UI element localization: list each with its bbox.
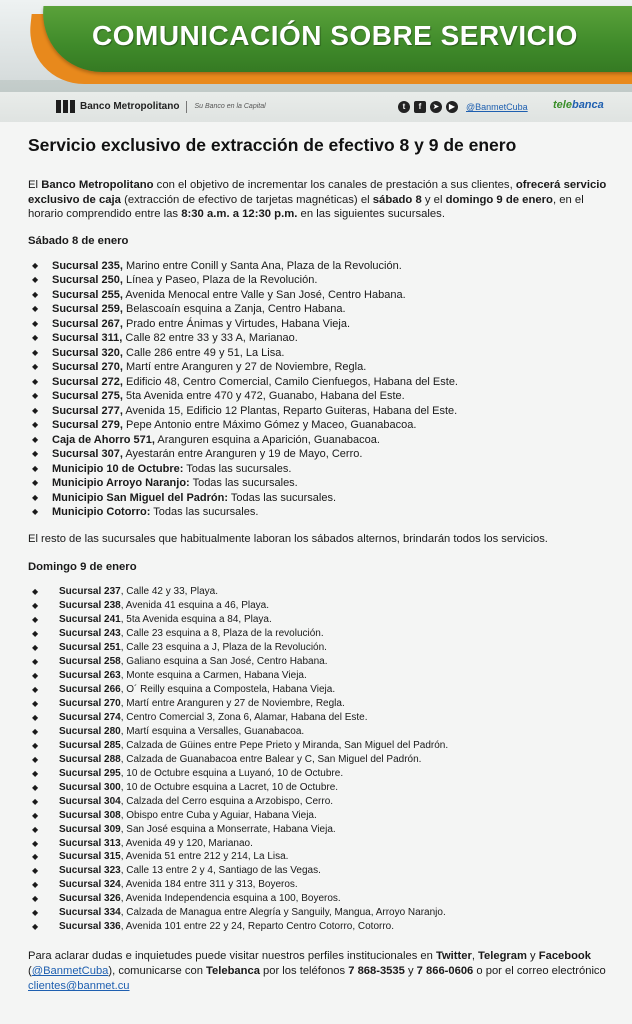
bullet-icon: ◆	[32, 657, 39, 667]
sunday-branch-list	[28, 585, 618, 934]
bullet-icon: ◆	[32, 852, 39, 862]
bullet-icon: ◆	[32, 260, 39, 270]
saturday-branch-item: ◆ Sucursal 279, Pepe Antonio entre Máximo Gómez y Maceo, Guanabacoa.	[32, 419, 417, 432]
bullet-icon: ◆	[32, 740, 39, 750]
saturday-branch-item: ◆ Sucursal 235, Marino entre Conill y Santa Ana, Plaza de la Revolución.	[32, 259, 402, 272]
sunday-branch-item: ◆ Sucursal 323, Calle 13 entre 2 y 4, Santiago de las Vegas.	[32, 865, 321, 877]
bullet-icon: ◆	[32, 685, 39, 695]
sunday-branch-item: ◆ Sucursal 238, Avenida 41 esquina a 46, Playa.	[32, 600, 269, 612]
bullet-icon: ◆	[32, 629, 39, 639]
sunday-branch-item: ◆ Sucursal 263, Monte esquina a Carmen, Habana Vieja.	[32, 670, 307, 682]
saturday-branch-list	[28, 259, 618, 520]
saturday-branch-item: ◆ Sucursal 250, Línea y Paseo, Plaza de la Revolución.	[32, 274, 318, 287]
saturday-branch-item: ◆ Sucursal 277, Avenida 15, Edificio 12 Plantas, Reparto Guiteras, Habana del Este.	[32, 404, 458, 417]
contact-paragraph: Para aclarar dudas e inquietudes puede visitar nuestros perfiles institucionales en Twitter, Telegram y Facebook (@BanmetCuba), comunicarse con Telebanca por los teléfonos 7 868-3535 y 7 866-0606 o por el correo electrónico clientes@banmet.cu	[28, 950, 606, 993]
bullet-icon: ◆	[32, 434, 39, 444]
bullet-icon: ◆	[32, 754, 39, 764]
sunday-branch-item: ◆ Sucursal 313, Avenida 49 y 120, Marianao.	[32, 837, 253, 849]
saturday-branch-item: ◆ Sucursal 307, Ayestarán entre Aranguren y 19 de Mayo, Cerro.	[32, 448, 363, 461]
bullet-icon: ◆	[32, 420, 39, 430]
bullet-icon: ◆	[32, 824, 39, 834]
saturday-branch-item: ◆ Sucursal 259, Belascoaín esquina a Zanja, Centro Habana.	[32, 303, 346, 316]
bullet-icon: ◆	[32, 347, 39, 357]
bullet-icon: ◆	[32, 866, 39, 876]
bullet-icon: ◆	[32, 908, 39, 918]
bullet-icon: ◆	[32, 507, 39, 517]
bullet-icon: ◆	[32, 333, 39, 343]
bullet-icon: ◆	[32, 275, 39, 285]
social-links	[398, 101, 528, 113]
bullet-icon: ◆	[32, 726, 39, 736]
social-handle[interactable]: @BanmetCuba	[466, 102, 528, 112]
bullet-icon: ◆	[32, 405, 39, 415]
sunday-branch-item: ◆ Sucursal 251, Calle 23 esquina a J, Plaza de la Revolución.	[32, 642, 327, 654]
sunday-branch-item: ◆ Sucursal 309, San José esquina a Monserrate, Habana Vieja.	[32, 823, 336, 835]
saturday-branch-item: ◆ Municipio Cotorro: Todas las sucursales.	[32, 506, 259, 519]
bullet-icon: ◆	[32, 492, 39, 502]
email-link[interactable]: clientes@banmet.cu	[28, 980, 130, 993]
sunday-branch-item: ◆ Sucursal 285, Calzada de Güines entre Pepe Prieto y Miranda, San Miguel del Padrón.	[32, 739, 449, 751]
page-title: Servicio exclusivo de extracción de efectivo 8 y 9 de enero	[28, 135, 517, 155]
sunday-branch-item: ◆ Sucursal 258, Galiano esquina a San José, Centro Habana.	[32, 656, 328, 668]
banner-title: COMUNICACIÓN SOBRE SERVICIO	[92, 20, 578, 51]
sunday-branch-item: ◆ Sucursal 295, 10 de Octubre esquina a Luyanó, 10 de Octubre.	[32, 767, 344, 779]
sunday-branch-item: ◆ Sucursal 280, Martí esquina a Versalles, Guanabacoa.	[32, 725, 305, 737]
bullet-icon: ◆	[32, 796, 39, 806]
bullet-icon: ◆	[32, 699, 39, 708]
saturday-branch-item: ◆ Sucursal 270, Martí entre Aranguren y 27 de Noviembre, Regla.	[32, 361, 367, 374]
sunday-branch-item: ◆ Sucursal 334, Calzada de Managua entre Alegría y Sanguily, Mangua, Arroyo Naranjo.	[32, 907, 446, 919]
bullet-icon: ◆	[32, 880, 39, 890]
bullet-icon: ◆	[32, 615, 39, 625]
saturday-branch-item: ◆ Sucursal 267, Prado entre Ánimas y Virtudes, Habana Vieja.	[32, 317, 350, 330]
saturday-branch-item: ◆ Sucursal 275, 5ta Avenida entre 470 y 472, Guanabo, Habana del Este.	[32, 390, 405, 403]
bullet-icon: ◆	[32, 601, 39, 611]
bank-name: Banco Metropolitano	[80, 101, 180, 112]
sunday-title: Domingo 9 de enero	[28, 561, 137, 574]
telegram-icon[interactable]: ➤	[430, 101, 442, 113]
bullet-icon: ◆	[32, 643, 39, 653]
bullet-icon: ◆	[32, 449, 39, 459]
twitter-handle-link[interactable]: @BanmetCuba	[31, 965, 109, 978]
sunday-branch-item: ◆ Sucursal 324, Avenida 184 entre 311 y 313, Boyeros.	[32, 879, 298, 891]
sunday-branch-item: ◆ Sucursal 266, O´ Reilly esquina a Compostela, Habana Vieja.	[32, 684, 336, 696]
bullet-icon: ◆	[32, 838, 39, 848]
sunday-branch-item: ◆ Sucursal 270, Martí entre Aranguren y 27 de Noviembre, Regla.	[32, 698, 345, 709]
youtube-icon[interactable]: ▶	[446, 101, 458, 113]
header-banner	[0, 0, 632, 122]
saturday-branch-item: ◆ Municipio San Miguel del Padrón: Todas las sucursales.	[32, 491, 337, 504]
bullet-icon: ◆	[32, 671, 39, 681]
saturday-branch-item: ◆ Municipio Arroyo Naranjo: Todas las sucursales.	[32, 477, 298, 490]
saturday-branch-item: ◆ Sucursal 311, Calle 82 entre 33 y 33 A, Marianao.	[32, 332, 298, 345]
bullet-icon: ◆	[32, 478, 39, 488]
bullet-icon: ◆	[32, 587, 39, 597]
bullet-icon: ◆	[32, 463, 39, 473]
bank-tagline: Su Banco en la Capital	[194, 103, 266, 110]
sunday-branch-item: ◆ Sucursal 243, Calle 23 esquina a 8, Plaza de la revolución.	[32, 628, 324, 640]
bullet-icon: ◆	[32, 318, 39, 328]
bullet-icon: ◆	[32, 712, 39, 722]
bullet-icon: ◆	[32, 391, 39, 401]
telebanca-logo: telebanca	[553, 99, 604, 111]
saturday-branch-item: ◆ Caja de Ahorro 571, Aranguren esquina a Aparición, Guanabacoa.	[32, 433, 380, 446]
saturday-branch-item: ◆ Sucursal 320, Calle 286 entre 49 y 51, La Lisa.	[32, 346, 285, 359]
bullet-icon: ◆	[32, 376, 39, 386]
notice-content	[28, 135, 618, 994]
bullet-icon: ◆	[32, 289, 39, 299]
alternate-saturdays-note: El resto de las sucursales que habitualmente laboran los sábados alternos, brindarán todos los servicios.	[28, 532, 548, 545]
saturday-branch-item: ◆ Sucursal 272, Edificio 48, Centro Comercial, Camilo Cienfuegos, Habana del Este.	[32, 375, 458, 388]
sunday-branch-item: ◆ Sucursal 241, 5ta Avenida esquina a 84, Playa.	[32, 614, 272, 626]
bullet-icon: ◆	[32, 810, 39, 820]
bullet-icon: ◆	[32, 894, 39, 904]
sunday-branch-item: ◆ Sucursal 326, Avenida Independencia esquina a 100, Boyeros.	[32, 893, 341, 905]
bullet-icon: ◆	[32, 304, 39, 314]
bullet-icon: ◆	[32, 782, 39, 792]
sunday-branch-item: ◆ Sucursal 308, Obispo entre Cuba y Aguiar, Habana Vieja.	[32, 809, 317, 821]
sunday-branch-item: ◆ Sucursal 336, Avenida 101 entre 22 y 24, Reparto Centro Cotorro, Cotorro.	[32, 921, 395, 933]
sunday-branch-item: ◆ Sucursal 237, Calle 42 y 33, Playa.	[32, 586, 218, 598]
saturday-branch-item: ◆ Sucursal 255, Avenida Menocal entre Valle y San José, Centro Habana.	[32, 288, 406, 301]
sunday-branch-item: ◆ Sucursal 315, Avenida 51 entre 212 y 214, La Lisa.	[32, 851, 289, 863]
saturday-title: Sábado 8 de enero	[28, 234, 129, 247]
bank-logo-icon	[56, 100, 76, 113]
sunday-branch-item: ◆ Sucursal 274, Centro Comercial 3, Zona 6, Alamar, Habana del Este.	[32, 711, 368, 723]
bank-brand	[56, 100, 266, 113]
saturday-branch-item: ◆ Municipio 10 de Octubre: Todas las sucursales.	[32, 462, 292, 475]
bullet-icon: ◆	[32, 922, 39, 932]
sunday-branch-item: ◆ Sucursal 304, Calzada del Cerro esquina a Arzobispo, Cerro.	[32, 795, 334, 807]
bullet-icon: ◆	[32, 362, 39, 372]
twitter-icon[interactable]: t	[398, 101, 410, 113]
bullet-icon: ◆	[32, 768, 39, 778]
sunday-branch-item: ◆ Sucursal 288, Calzada de Guanabacoa entre Balear y C, San Miguel del Padrón.	[32, 753, 422, 765]
sunday-branch-item: ◆ Sucursal 300, 10 de Octubre esquina a Lacret, 10 de Octubre.	[32, 781, 339, 793]
facebook-icon[interactable]: f	[414, 101, 426, 113]
intro-paragraph: El Banco Metropolitano con el objetivo de incrementar los canales de prestación a sus clientes, ofrecerá servicio exclusivo de caja (extracción de efectivo de tarjetas magnéticas) el sábado 8 y el domingo 9 de enero, en el horario comprendido entre las 8:30 a.m. a 12:30 p.m. en las siguientes sucursales.	[28, 179, 607, 221]
